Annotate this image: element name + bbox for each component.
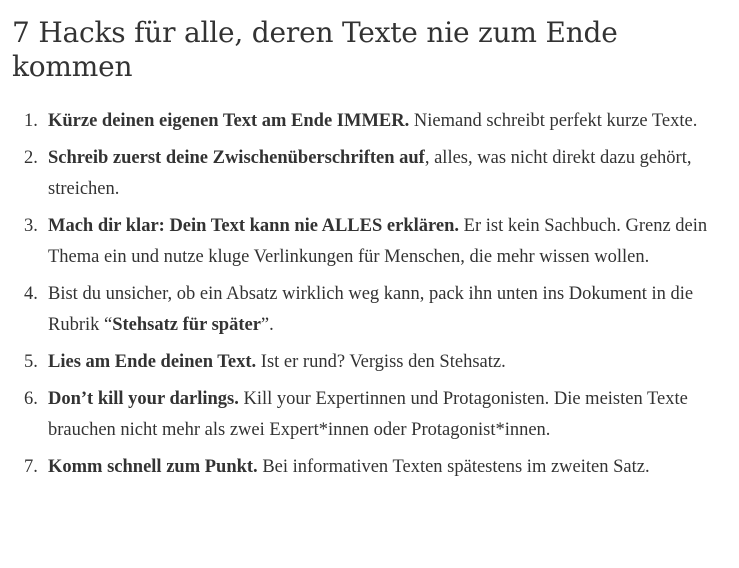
hacks-list [12, 106, 727, 483]
list-number: 1. [24, 111, 38, 131]
item-text: , alles, was nicht direkt dazu gehört, streichen. [48, 148, 692, 199]
item-headline: Komm schnell zum Punkt. [48, 457, 258, 477]
item-headline: Mach dir klar: Dein Text kann nie ALLES erklären. [48, 216, 460, 236]
item-text: Bei informativen Texten spätestens im zweiten Satz. [257, 457, 650, 477]
item-headline: Don’t kill your darlings. [48, 389, 239, 409]
list-item [12, 384, 727, 446]
list-item [12, 143, 727, 205]
page-title: 7 Hacks für alle, deren Texte nie zum Ende kommen [12, 16, 618, 83]
list-number: 5. [24, 352, 38, 372]
item-text: Er ist kein Sachbuch. Grenz dein Thema ein und nutze kluge Verlinkungen für Menschen, die mehr wissen wollen. [48, 216, 708, 267]
item-text: Kill your Expertinnen und Protagonisten. Die meisten Texte brauchen nicht mehr als zwei Expert*innen oder Protagonist*innen. [48, 389, 688, 440]
list-item [12, 211, 727, 273]
item-headline: Stehsatz für später [112, 315, 261, 335]
item-headline: Lies am Ende deinen Text. [48, 352, 257, 372]
list-number: 7. [24, 457, 38, 477]
item-headline: Kürze deinen eigenen Text am Ende IMMER. [48, 111, 410, 131]
list-number: 4. [24, 284, 38, 304]
list-number: 3. [24, 216, 38, 236]
item-headline: Schreib zuerst deine Zwischenüberschriften auf [48, 148, 425, 168]
list-item [12, 452, 727, 483]
list-item [12, 106, 727, 137]
list-item [12, 347, 727, 378]
item-text: Niemand schreibt perfekt kurze Texte. [409, 111, 698, 131]
item-text-end: ”. [260, 315, 274, 335]
list-number: 2. [24, 148, 38, 168]
item-text: Ist er rund? Vergiss den Stehsatz. [256, 352, 506, 372]
item-text: Bist du unsicher, ob ein Absatz wirklich weg kann, pack ihn unten ins Dokument in die Rubrik “ [48, 284, 694, 335]
list-item [12, 279, 727, 341]
list-number: 6. [24, 389, 38, 409]
